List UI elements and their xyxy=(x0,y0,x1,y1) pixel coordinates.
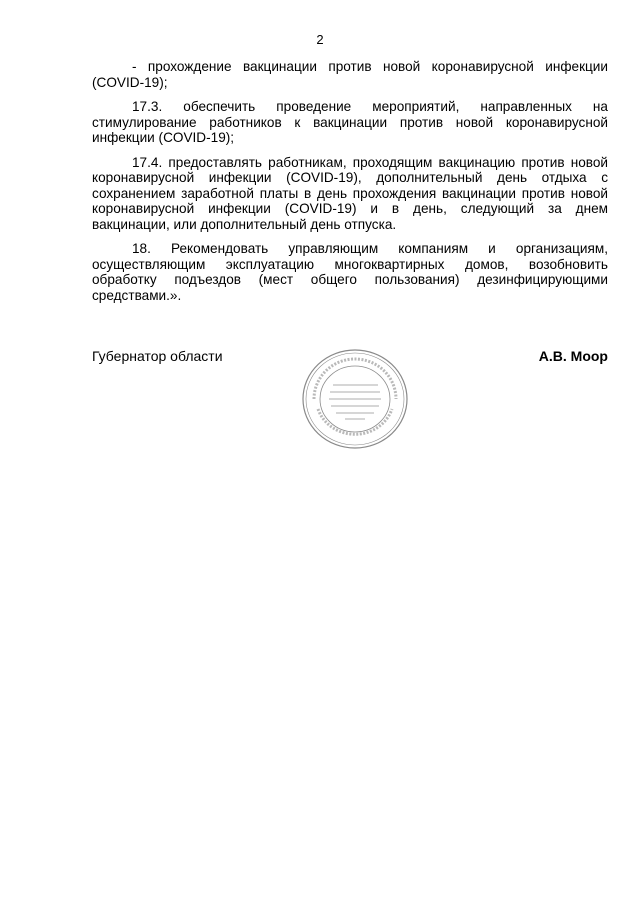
signer-name: А.В. Моор xyxy=(538,348,608,364)
paragraph-17-3: 17.3. обеспечить проведение мероприятий, направленных на стимулирование работников к вакцинации против новой коронавирусной инфекции (COVID-19); xyxy=(92,99,608,145)
paragraph-17-4: 17.4. предоставлять работникам, проходящим вакцинацию против новой коронавирусной инфекции (COVID-19), дополнительный день отдыха с сохранением заработной платы в день прохождения вакцинации против новой коронавирусной инфекции (COVID-19) и в день, следующий за днем вакцинации, или дополнительный день отпуска. xyxy=(92,154,608,232)
signer-title: Губернатор области xyxy=(92,348,223,364)
paragraph-18: 18. Рекомендовать управляющим компаниям и организациям, осуществляющим эксплуатацию многоквартирных домов, возобновить обработку подъездов (мест общего пользования) дезинфицирующими средствами.». xyxy=(92,241,608,303)
paragraph-vaccination-bullet: - прохождение вакцинации против новой коронавирусной инфекции (COVID-19); xyxy=(92,59,608,90)
document-body xyxy=(92,59,608,312)
official-seal-icon xyxy=(300,347,410,452)
page-number: 2 xyxy=(316,32,324,47)
